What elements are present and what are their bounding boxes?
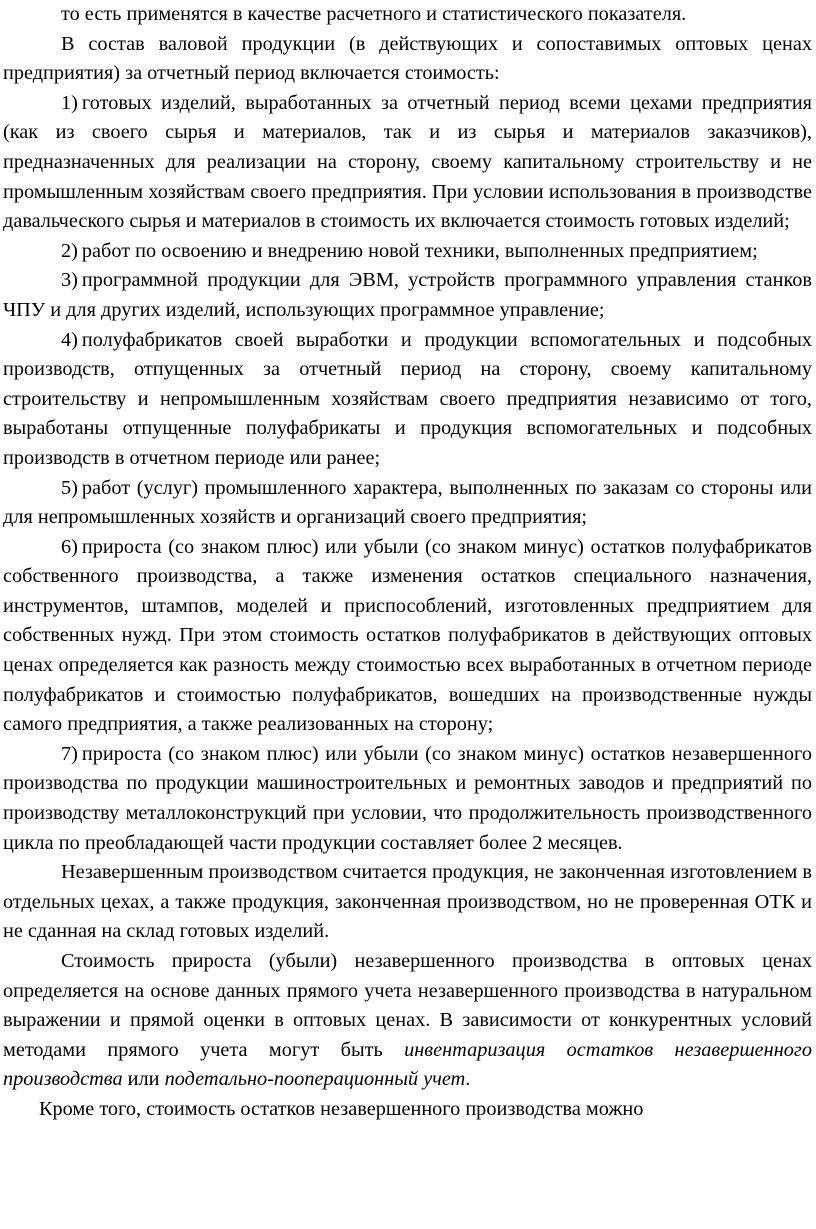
item-number: 3): [61, 269, 78, 292]
list-item-3: [3, 266, 812, 325]
emphasis-detailed-accounting: подетально-пооперационный учет: [164, 1068, 466, 1091]
paragraph-intro: то есть применятся в качестве расчетного и статистического показателя.: [61, 3, 687, 25]
list-item-7: [3, 740, 812, 858]
item-number: 7): [61, 742, 78, 765]
paragraph-wip-valuation: [3, 947, 812, 1095]
item-text: прироста (со знаком плюс) или убыли (со знаком минус) остатков полуфабрикатов собственного производства, а также изменения остатков специального назначения, инструментов, штампов, моделей и приспособлений, изготовленных предприятием для собственных нужд. При этом стоимость остатков полуфабрикатов в действующих оптовых ценах определяется как разность между стоимостью всех выработанных в отчетном периоде полуфабрикатов и стоимостью полуфабрикатов, вошедших на производственные нужды самого предприятия, а также реализованных на сторону;: [3, 535, 812, 736]
paragraph-continuation: Кроме того, стоимость остатков незавершенного производства можно: [39, 1097, 644, 1120]
list-item-2: [3, 237, 812, 267]
item-number: 6): [61, 535, 78, 558]
emphasis-inventory: инвентаризация остатков незавершенного производства: [3, 1038, 812, 1091]
list-item-6: [3, 533, 812, 740]
list-item-1: [3, 89, 812, 237]
item-text: полуфабрикатов своей выработки и продукции вспомогательных и подсобных производств, отпущенных за отчетный период на сторону, своему капитальному строительству и непромышленным хозяйствам своего предприятия независимо от того, выработаны отпущенные полуфабрикаты и продукция вспомогательных и подсобных производств в отчетном периоде или ранее;: [3, 328, 812, 469]
item-text: работ (услуг) промышленного характера, выполненных по заказам со стороны или для непромышленных хозяйств и организаций своего предприятия;: [3, 476, 812, 529]
paragraph-wip-definition: Незавершенным производством считается продукция, не законченная изготовлением в отдельных цехах, а также продукция, законченная производством, но не проверенная ОТК и не сданная на склад готовых изделий.: [3, 861, 812, 943]
item-number: 5): [61, 476, 78, 499]
text-run: .: [465, 1068, 471, 1091]
text-run: Стоимость прироста (убыли) незавершенного производства в оптовых ценах определяется на основе данных прямого учета незавершенного производства в натуральном выражении и прямой оценки в оптовых ценах. В зависимости от конкурентных условий методами прямого учета могут быть: [3, 950, 812, 1061]
item-text: прироста (со знаком плюс) или убыли (со знаком минус) остатков незавершенного производства по продукции машиностроительных и ремонтных заводов и предприятий по производству металлоконструкций при условии, что продолжительность производственного цикла по преобладающей части продукции составляет более 2 месяцев.: [3, 742, 812, 854]
item-text: готовых изделий, выработанных за отчетный период всеми цехами предприятия (как из своего сырья и материалов, так и из сырья и материалов заказчиков), предназначенных для реализации на сторону, своему капитальному строительству и не промышленным хозяйствам своего предприятия. При условии использования в производстве давальческого сырья и материалов в стоимость их включается стоимость готовых изделий;: [3, 91, 812, 233]
text-run: или: [122, 1068, 165, 1091]
list-item-5: [3, 474, 812, 533]
item-text: работ по освоению и внедрению новой техники, выполненных предприятием;: [81, 239, 758, 262]
item-number: 4): [61, 328, 78, 351]
paragraph-composition: В состав валовой продукции (в действующих и сопоставимых оптовых ценах предприятия) за отчетный период включается стоимость:: [3, 32, 812, 85]
list-item-4: [3, 326, 812, 474]
item-number: 2): [61, 239, 78, 262]
item-text: программной продукции для ЭВМ, устройств программного управления станков ЧПУ и для других изделий, использующих программное управление;: [3, 269, 812, 321]
item-number: 1): [61, 91, 78, 114]
